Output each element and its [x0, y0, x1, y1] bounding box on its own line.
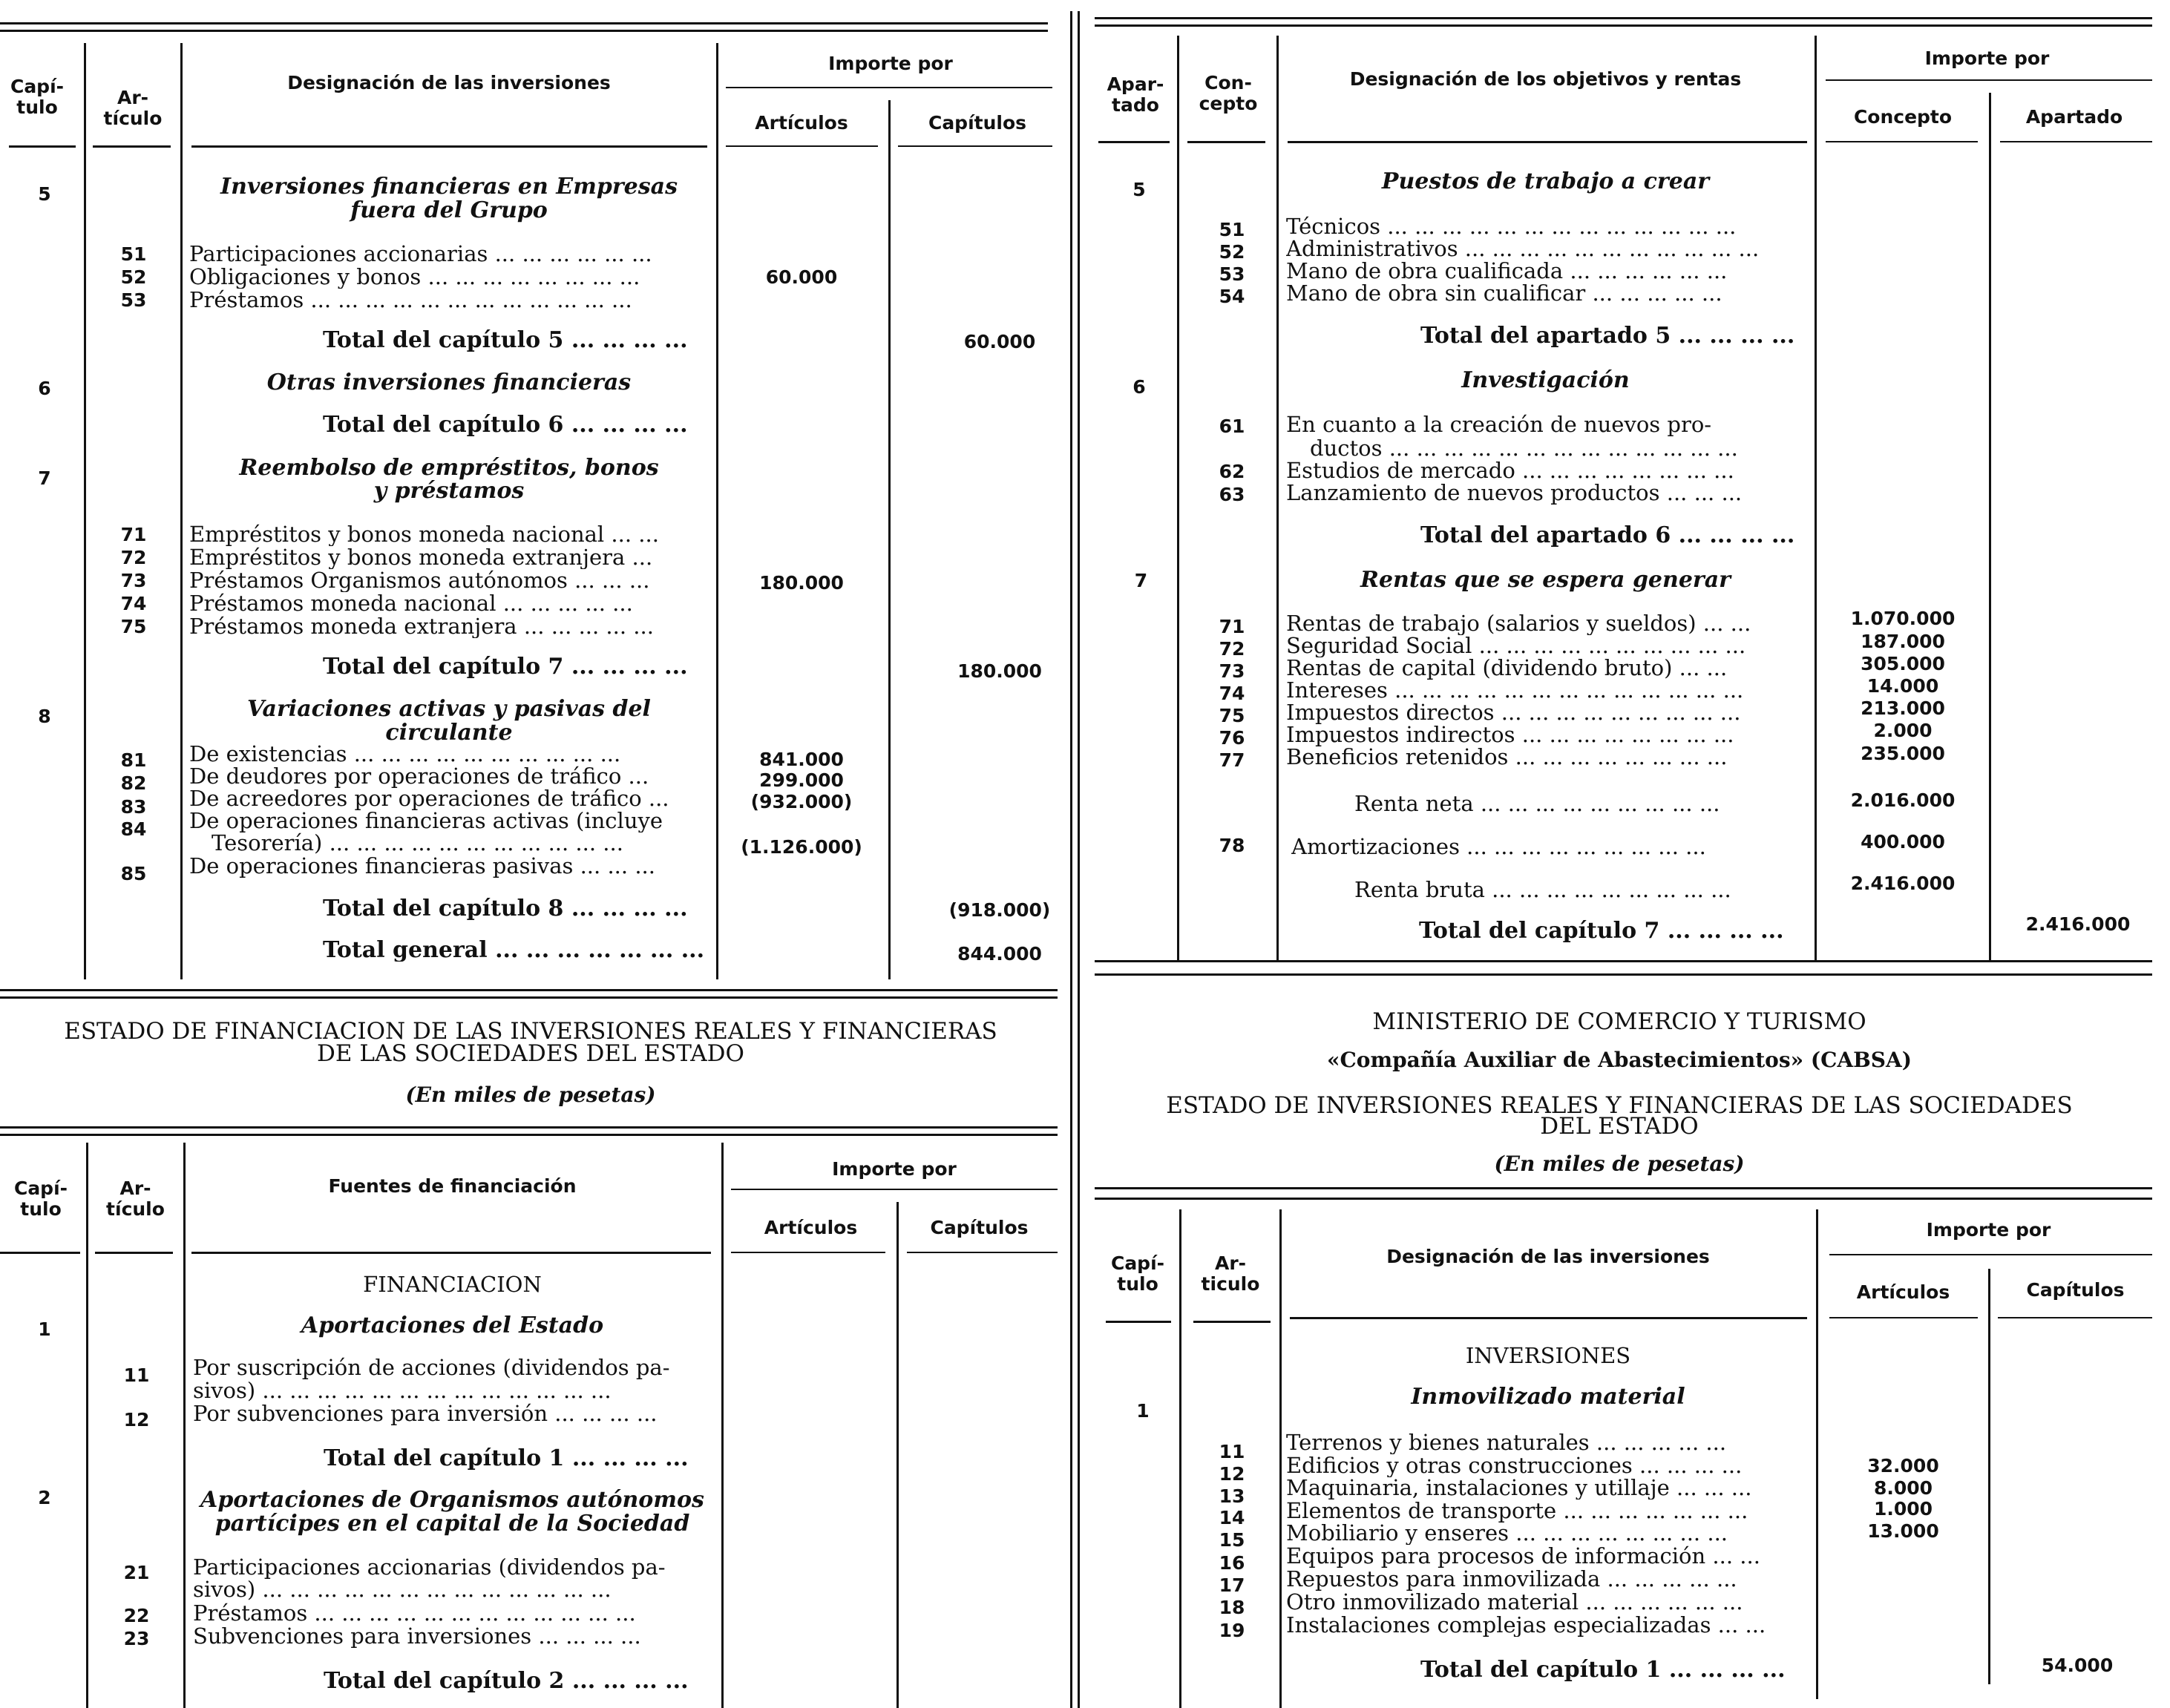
- row-value: 187.000: [1861, 631, 1945, 652]
- header-importe: Importe por: [1926, 1219, 2051, 1241]
- row-num: 85: [120, 863, 147, 884]
- row-num: 72: [1219, 638, 1245, 660]
- header-concepto: Con- cepto: [1199, 72, 1258, 114]
- row-label: Administrativos ... ... ... ... ... ... ... ... ... ... ...: [1286, 237, 1760, 260]
- header-capitulos: Capítulos: [2026, 1279, 2125, 1301]
- header-designacion: Designación de las inversiones: [287, 72, 611, 93]
- total-apartado-6: Total del apartado 6 ... ... ... ...: [1420, 524, 1795, 547]
- row-value: 213.000: [1861, 697, 1945, 719]
- header-articulos: Artículos: [1856, 1281, 1950, 1303]
- row-label-cont: sivos) ... ... ... ... ... ... ... ... ... ... ... ... ...: [193, 1578, 612, 1601]
- cap-1-title: Aportaciones del Estado: [301, 1313, 604, 1339]
- ap-6-title: Investigación: [1461, 367, 1630, 393]
- cap-1-num: 1: [38, 1318, 51, 1340]
- total-cap-8: Total del capítulo 8 ... ... ... ...: [323, 897, 688, 920]
- ap-5-title: Puestos de trabajo a crear: [1381, 168, 1710, 194]
- row-value: 14.000: [1866, 675, 1939, 697]
- header-designacion: Designación de las inversiones: [1386, 1246, 1710, 1267]
- header-apartado-col: Apartado: [2025, 106, 2123, 128]
- row-num: 51: [120, 243, 147, 265]
- row-label: Préstamos moneda nacional ... ... ... ... ...: [189, 592, 633, 615]
- row-num: 52: [1219, 241, 1245, 263]
- total-cap-1: Total del capítulo 1 ... ... ... ...: [324, 1447, 689, 1470]
- header-capitulo: Capí- tulo: [10, 76, 65, 118]
- total-cap-1-value: 54.000: [2041, 1655, 2114, 1676]
- row-num: 19: [1219, 1620, 1245, 1641]
- row-num: 52: [120, 266, 147, 288]
- ministry-title: MINISTERIO DE COMERCIO Y TURISMO: [1372, 1008, 1866, 1035]
- total-cap-2: Total del capítulo 2 ... ... ... ...: [324, 1669, 689, 1692]
- header-capitulo: Capí- tulo: [13, 1177, 68, 1220]
- row-label: Préstamos moneda extranjera ... ... ... ... ...: [189, 615, 654, 638]
- row-value: 305.000: [1861, 653, 1945, 674]
- row-label: Impuestos indirectos ... ... ... ... ... ... ... ...: [1286, 723, 1734, 746]
- row-label: Estudios de mercado ... ... ... ... ... ... ... ...: [1286, 459, 1734, 482]
- row-label: En cuanto a la creación de nuevos pro-: [1286, 413, 1712, 436]
- row-value: 1.070.000: [1850, 608, 1956, 629]
- row-label: Por subvenciones para inversión ... ... ... ...: [193, 1402, 658, 1425]
- row-label: Amortizaciones ... ... ... ... ... ... ... ... ...: [1291, 835, 1706, 858]
- row-num: 12: [1219, 1463, 1245, 1485]
- row-label: Lanzamiento de nuevos productos ... ... ...: [1286, 482, 1743, 505]
- cabsa-subtitle: (En miles de pesetas): [1494, 1152, 1745, 1176]
- row-num: 12: [123, 1409, 150, 1431]
- inversiones-heading: INVERSIONES: [1465, 1343, 1631, 1368]
- row-num: 16: [1219, 1552, 1245, 1574]
- row-label: De deudores por operaciones de tráfico ...: [189, 765, 649, 788]
- row-label: Empréstitos y bonos moneda extranjera ...: [189, 546, 653, 569]
- header-importe: Importe por: [832, 1158, 957, 1180]
- row-value: (932.000): [750, 791, 853, 812]
- row-num: 51: [1219, 219, 1245, 240]
- row-num: 72: [120, 547, 147, 568]
- row-num: 82: [120, 772, 147, 794]
- row-label: Equipos para procesos de información ... ...: [1286, 1545, 1760, 1568]
- header-apartado: Apar- tado: [1107, 73, 1164, 116]
- row-label: Por suscripción de acciones (dividendos pa-: [193, 1356, 670, 1379]
- row-label: Participaciones accionarias (dividendos pa-: [193, 1556, 666, 1579]
- total-cap-7-value: 180.000: [957, 660, 1042, 682]
- row-num: 81: [120, 749, 147, 771]
- financing-subtitle: (En miles de pesetas): [405, 1083, 656, 1107]
- column-separator-right: [1078, 11, 1080, 1708]
- cap-2-title-2: partícipes en el capital de la Sociedad: [214, 1511, 690, 1537]
- row-num: 13: [1219, 1485, 1245, 1507]
- row-label: Rentas de trabajo (salarios y sueldos) ... ...: [1286, 612, 1751, 635]
- ap-5-num: 5: [1132, 179, 1146, 200]
- cap-5-title-2: fuera del Grupo: [350, 197, 548, 223]
- header-capitulo: Capí- tulo: [1110, 1252, 1165, 1295]
- ap-6-num: 6: [1132, 376, 1146, 398]
- row-label: Otro inmovilizado material ... ... ... ... ... ...: [1286, 1591, 1743, 1614]
- row-value: 32.000: [1867, 1455, 1939, 1477]
- row-num: 18: [1219, 1597, 1245, 1618]
- row-num: 74: [1219, 683, 1245, 704]
- cap-8-title: Variaciones activas y pasivas del circulante: [247, 696, 651, 746]
- row-label: Participaciones accionarias ... ... ... ... ... ...: [189, 243, 652, 266]
- row-num: 21: [123, 1562, 150, 1583]
- total-cap-8-value: (918.000): [948, 899, 1051, 921]
- row-num: 71: [120, 524, 147, 545]
- row-label: Edificios y otras construcciones ... ... ... ...: [1286, 1454, 1743, 1477]
- header-articulo: Ar- tículo: [103, 87, 163, 129]
- cap-2-title: Aportaciones de Organismos autónomos: [200, 1487, 704, 1513]
- row-value: 13.000: [1867, 1520, 1939, 1542]
- row-label-cont: sivos) ... ... ... ... ... ... ... ... ... ... ... ... ...: [193, 1379, 612, 1402]
- total-cap-7: Total del capítulo 7 ... ... ... ...: [1419, 919, 1784, 942]
- ap-7-num: 7: [1134, 570, 1148, 591]
- row-num: 74: [120, 593, 147, 614]
- row-value: 235.000: [1861, 743, 1945, 764]
- renta-bruta: Renta bruta ... ... ... ... ... ... ... ... ...: [1354, 878, 1731, 901]
- row-label: De acreedores por operaciones de tráfico ...: [189, 787, 669, 810]
- row-num: 23: [123, 1628, 150, 1649]
- cap-6-num: 6: [38, 378, 51, 399]
- row-label: Obligaciones y bonos ... ... ... ... ... ... ... ...: [189, 266, 640, 289]
- cabsa-title-2: DEL ESTADO: [1540, 1113, 1699, 1140]
- renta-neta-value: 2.016.000: [1850, 789, 1956, 811]
- row-num: 54: [1219, 286, 1245, 307]
- financiacion-heading: FINANCIACION: [363, 1272, 542, 1297]
- financing-title-2: DE LAS SOCIEDADES DEL ESTADO: [317, 1040, 744, 1067]
- row-num: 76: [1219, 727, 1245, 749]
- header-articulo: Ar- tículo: [106, 1177, 165, 1220]
- row-num: 63: [1219, 484, 1245, 505]
- header-importe: Importe por: [828, 53, 953, 74]
- row-num: 75: [1219, 705, 1245, 726]
- row-num: 11: [123, 1364, 150, 1386]
- row-label: Maquinaria, instalaciones y utillaje ... ... ...: [1286, 1477, 1752, 1500]
- total-general: Total general ... ... ... ... ... ... ...: [323, 939, 705, 962]
- row-num: 62: [1219, 461, 1245, 482]
- row-num: 61: [1219, 415, 1245, 437]
- row-num: 17: [1219, 1574, 1245, 1596]
- row-label: De operaciones financieras activas (incluye: [189, 809, 663, 832]
- header-articulo: Ar- ticulo: [1201, 1252, 1260, 1295]
- cap-1-title: Inmovilizado material: [1411, 1384, 1685, 1410]
- total-cap-7: Total del capítulo 7 ... ... ... ...: [323, 655, 688, 678]
- row-num: 77: [1219, 749, 1245, 771]
- cap-6-title: Otras inversiones financieras: [266, 369, 632, 395]
- row-label: Técnicos ... ... ... ... ... ... ... ... ... ... ... ... ...: [1286, 215, 1737, 238]
- row-label: Beneficios retenidos ... ... ... ... ... ... ... ...: [1286, 746, 1728, 769]
- row-label-cont: Tesorería) ... ... ... ... ... ... ... ... ... ... ...: [212, 832, 623, 855]
- row-num: 22: [123, 1605, 150, 1626]
- row-label: Seguridad Social ... ... ... ... ... ... ... ... ... ...: [1286, 634, 1746, 657]
- row-label: Repuestos para inmovilizada ... ... ... ... ...: [1286, 1568, 1737, 1591]
- row-label: Mano de obra sin cualificar ... ... ... ... ...: [1286, 282, 1722, 305]
- header-capitulos: Capítulos: [928, 112, 1027, 134]
- ap-7-title: Rentas que se espera generar: [1360, 567, 1731, 593]
- row-label: Préstamos ... ... ... ... ... ... ... ... ... ... ... ...: [193, 1602, 636, 1625]
- cap-8-num: 8: [38, 706, 51, 727]
- total-general-value: 844.000: [957, 943, 1042, 965]
- row-num: 73: [1219, 660, 1245, 682]
- header-designacion: Designación de los objetivos y rentas: [1349, 68, 1742, 90]
- row-value: 841.000: [759, 749, 844, 770]
- cap-7-num: 7: [38, 467, 51, 489]
- row-label: Instalaciones complejas especializadas ... ...: [1286, 1614, 1766, 1637]
- row-label-cont: ductos ... ... ... ... ... ... ... ... ... ... ... ... ...: [1310, 437, 1738, 460]
- row-num: 53: [1219, 263, 1245, 285]
- row-label: De existencias ... ... ... ... ... ... ... ... ... ...: [189, 743, 621, 766]
- row-value: 2.000: [1873, 720, 1933, 741]
- row-label: Mano de obra cualificada ... ... ... ... ... ...: [1286, 260, 1728, 283]
- cap-1-num: 1: [1136, 1400, 1150, 1422]
- row-label: Empréstitos y bonos moneda nacional ... ...: [189, 523, 659, 546]
- total-cap-6: Total del capítulo 6 ... ... ... ...: [323, 413, 688, 436]
- cabsa-title: ESTADO DE INVERSIONES REALES Y FINANCIERAS DE LAS SOCIEDADES: [1166, 1092, 2073, 1119]
- cap-7-title-2: y préstamos: [373, 478, 525, 504]
- renta-neta: Renta neta ... ... ... ... ... ... ... ... ...: [1354, 792, 1720, 815]
- row-label: Préstamos ... ... ... ... ... ... ... ... ... ... ... ...: [189, 289, 632, 312]
- row-value: 299.000: [759, 769, 844, 791]
- header-fuentes: Fuentes de financiación: [328, 1175, 577, 1197]
- cap-5-title: Inversiones financieras en Empresas: [220, 174, 678, 200]
- total-cap-5-value: 60.000: [963, 331, 1036, 352]
- row-value: 8.000: [1873, 1477, 1933, 1499]
- header-articulos: Artículos: [755, 112, 848, 134]
- row-label: Préstamos Organismos autónomos ... ... ...: [189, 569, 650, 592]
- total-cap-7-value: 2.416.000: [2025, 913, 2131, 935]
- header-capitulos: Capítulos: [930, 1217, 1029, 1238]
- row-label: De operaciones financieras pasivas ... ... ...: [189, 855, 655, 878]
- row-label: Subvenciones para inversiones ... ... ... ...: [193, 1625, 641, 1648]
- row-value: 1.000: [1873, 1498, 1933, 1520]
- row-num: 53: [120, 289, 147, 311]
- row-num: 75: [120, 616, 147, 637]
- row-value: 400.000: [1861, 831, 1945, 853]
- row-num: 14: [1219, 1507, 1245, 1528]
- row-num: 15: [1219, 1529, 1245, 1551]
- renta-bruta-value: 2.416.000: [1850, 873, 1956, 894]
- row-num: 84: [120, 818, 147, 840]
- row-label: Terrenos y bienes naturales ... ... ... ... ...: [1286, 1431, 1727, 1454]
- cap-5-num: 5: [38, 183, 51, 205]
- cap-2-num: 2: [38, 1487, 51, 1508]
- row-num: 73: [120, 570, 147, 591]
- row-num: 11: [1219, 1441, 1245, 1462]
- row-label: Intereses ... ... ... ... ... ... ... ... ... ... ... ... ...: [1286, 679, 1744, 702]
- company-name: «Compañía Auxiliar de Abastecimientos» (CABSA): [1327, 1048, 1912, 1072]
- financing-title: ESTADO DE FINANCIACION DE LAS INVERSIONES REALES Y FINANCIERAS: [64, 1018, 997, 1045]
- header-importe: Importe por: [1924, 47, 2050, 69]
- column-separator-left: [1070, 11, 1072, 1708]
- row-label: Mobiliario y enseres ... ... ... ... ... ... ... ...: [1286, 1522, 1728, 1545]
- header-articulos: Artículos: [764, 1217, 858, 1238]
- row-value: 60.000: [765, 266, 838, 288]
- row-num: 71: [1219, 616, 1245, 637]
- total-cap-5: Total del capítulo 5 ... ... ... ...: [323, 329, 688, 352]
- row-label: Impuestos directos ... ... ... ... ... ... ... ... ...: [1286, 701, 1741, 724]
- header-concepto-col: Concepto: [1853, 106, 1953, 128]
- row-label: Rentas de capital (dividendo bruto) ... ...: [1286, 657, 1728, 680]
- row-num: 83: [120, 796, 147, 818]
- row-value: 180.000: [759, 572, 844, 594]
- row-label: Elementos de transporte ... ... ... ... ... ... ...: [1286, 1500, 1748, 1523]
- total-cap-1: Total del capítulo 1 ... ... ... ...: [1420, 1658, 1786, 1681]
- row-num: 78: [1219, 835, 1245, 856]
- cap-7-title: Reembolso de empréstitos, bonos: [239, 455, 659, 481]
- total-apartado-5: Total del apartado 5 ... ... ... ...: [1420, 324, 1795, 347]
- row-value: (1.126.000): [741, 836, 862, 858]
